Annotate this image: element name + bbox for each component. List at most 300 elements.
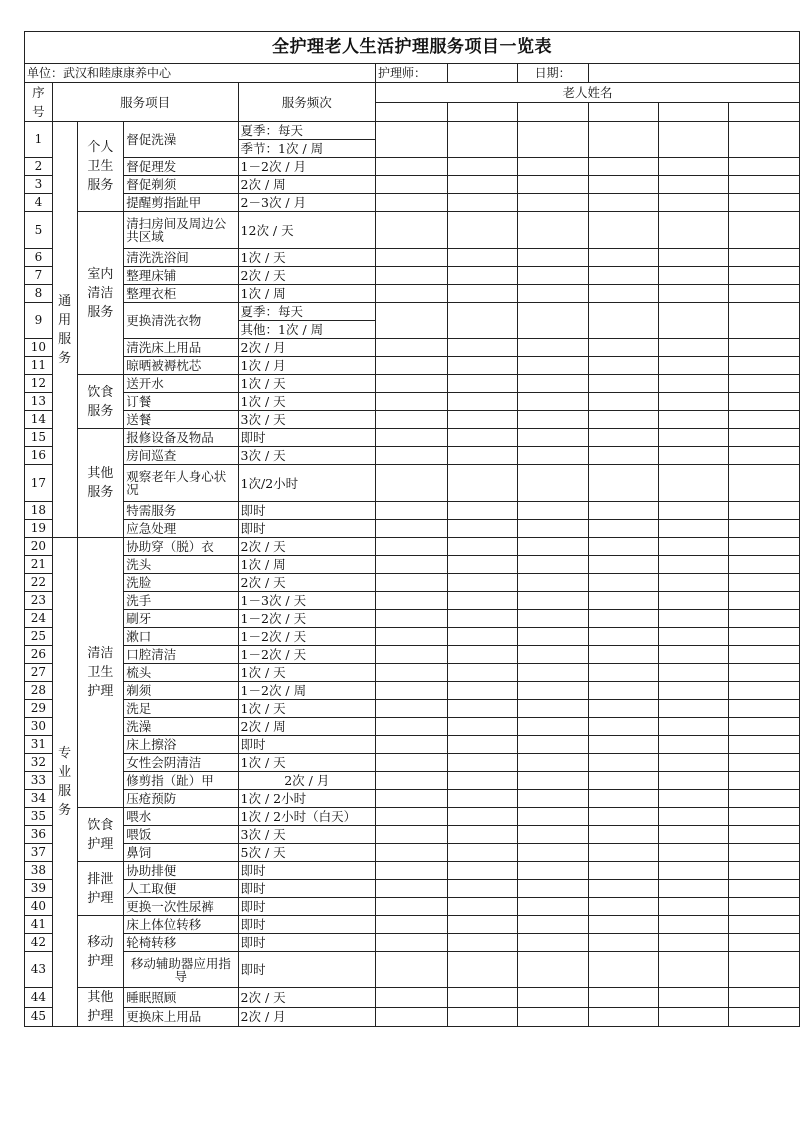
elder-check-cell[interactable]: [728, 844, 799, 862]
elder-check-cell[interactable]: [517, 520, 588, 538]
row-number: 13: [25, 393, 53, 411]
elder-check-cell[interactable]: [728, 339, 799, 357]
elder-check-cell[interactable]: [376, 411, 447, 429]
elder-check-cell[interactable]: [447, 862, 517, 880]
elder-check-cell[interactable]: [376, 628, 447, 646]
elder-check-cell[interactable]: [376, 447, 447, 465]
elder-check-cell[interactable]: [728, 700, 799, 718]
elder-check-cell[interactable]: [517, 862, 588, 880]
elder-check-cell[interactable]: [447, 898, 517, 916]
elder-check-cell[interactable]: [447, 772, 517, 790]
elder-check-cell[interactable]: [728, 393, 799, 411]
elder-check-cell[interactable]: [517, 194, 588, 212]
elder-check-cell[interactable]: [588, 592, 658, 610]
elder-check-cell[interactable]: [447, 844, 517, 862]
elder-check-cell[interactable]: [517, 122, 588, 158]
elder-check-cell[interactable]: [728, 628, 799, 646]
elder-check-cell[interactable]: [588, 988, 658, 1008]
elder-check-cell[interactable]: [658, 574, 728, 592]
elder-check-cell[interactable]: [517, 736, 588, 754]
elder-check-cell[interactable]: [728, 411, 799, 429]
elder-check-cell[interactable]: [447, 952, 517, 988]
elder-check-cell[interactable]: [728, 447, 799, 465]
elder-check-cell[interactable]: [658, 538, 728, 556]
table-row: [25, 790, 800, 808]
elder-check-cell[interactable]: [447, 122, 517, 158]
elder-check-cell[interactable]: [376, 429, 447, 447]
elder-check-cell[interactable]: [517, 772, 588, 790]
table-row: [25, 122, 800, 140]
elder-check-cell[interactable]: [447, 934, 517, 952]
elder-check-cell[interactable]: [728, 212, 799, 249]
elder-check-cell[interactable]: [728, 176, 799, 194]
elder-check-cell[interactable]: [588, 339, 658, 357]
elder-check-cell[interactable]: [376, 844, 447, 862]
service-frequency: 1次 / 天: [238, 249, 376, 267]
elder-check-cell[interactable]: [447, 682, 517, 700]
elder-check-cell[interactable]: [376, 375, 447, 393]
service-frequency: 1次 / 2小时: [238, 790, 376, 808]
elder-check-cell[interactable]: [588, 556, 658, 574]
elder-check-cell[interactable]: [447, 429, 517, 447]
service-frequency: 5次 / 天: [238, 844, 376, 862]
elder-check-cell[interactable]: [376, 736, 447, 754]
elder-check-cell[interactable]: [376, 916, 447, 934]
elder-check-cell[interactable]: [728, 772, 799, 790]
elder-check-cell[interactable]: [447, 610, 517, 628]
elder-check-cell[interactable]: [447, 393, 517, 411]
elder-check-cell[interactable]: [447, 790, 517, 808]
elder-check-cell[interactable]: [658, 628, 728, 646]
elder-check-cell[interactable]: [658, 718, 728, 736]
elder-check-cell[interactable]: [376, 952, 447, 988]
elder-check-cell[interactable]: [658, 267, 728, 285]
elder-check-cell[interactable]: [376, 158, 447, 176]
elder-check-cell[interactable]: [447, 212, 517, 249]
elder-check-cell[interactable]: [517, 664, 588, 682]
elder-check-cell[interactable]: [728, 122, 799, 158]
elder-check-cell[interactable]: [588, 267, 658, 285]
elder-check-cell[interactable]: [517, 628, 588, 646]
elder-check-cell[interactable]: [588, 628, 658, 646]
date-value[interactable]: [588, 64, 799, 83]
elder-check-cell[interactable]: [447, 574, 517, 592]
elder-check-cell[interactable]: [517, 808, 588, 826]
elder-check-cell[interactable]: [376, 285, 447, 303]
elder-check-cell[interactable]: [728, 610, 799, 628]
elder-check-cell[interactable]: [376, 122, 447, 158]
table-row: [25, 212, 800, 249]
elder-check-cell[interactable]: [658, 700, 728, 718]
elder-check-cell[interactable]: [376, 862, 447, 880]
elder-check-cell[interactable]: [658, 592, 728, 610]
elder-check-cell[interactable]: [447, 176, 517, 194]
elder-check-cell[interactable]: [728, 790, 799, 808]
elder-check-cell[interactable]: [517, 916, 588, 934]
elder-check-cell[interactable]: [376, 502, 447, 520]
table-row: [25, 411, 800, 429]
elder-check-cell[interactable]: [588, 429, 658, 447]
elder-check-cell[interactable]: [517, 790, 588, 808]
elder-check-cell[interactable]: [447, 718, 517, 736]
elder-check-cell[interactable]: [588, 772, 658, 790]
elder-check-cell[interactable]: [588, 1007, 658, 1027]
elder-check-cell[interactable]: [588, 538, 658, 556]
elder-check-cell[interactable]: [517, 952, 588, 988]
elder-check-cell[interactable]: [728, 736, 799, 754]
elder-check-cell[interactable]: [447, 646, 517, 664]
elder-check-cell[interactable]: [588, 718, 658, 736]
elder-check-cell[interactable]: [658, 429, 728, 447]
elder-check-cell[interactable]: [376, 934, 447, 952]
elder-check-cell[interactable]: [728, 249, 799, 267]
elder-check-cell[interactable]: [658, 465, 728, 502]
elder-check-cell[interactable]: [588, 682, 658, 700]
elder-check-cell[interactable]: [447, 520, 517, 538]
elder-check-cell[interactable]: [447, 754, 517, 772]
elder-check-cell[interactable]: [728, 158, 799, 176]
elder-check-cell[interactable]: [447, 375, 517, 393]
elder-check-cell[interactable]: [447, 158, 517, 176]
elder-check-cell[interactable]: [517, 375, 588, 393]
elder-check-cell[interactable]: [517, 988, 588, 1008]
elder-check-cell[interactable]: [447, 556, 517, 574]
elder-check-cell[interactable]: [588, 826, 658, 844]
elder-check-cell[interactable]: [588, 303, 658, 339]
elder-check-cell[interactable]: [588, 411, 658, 429]
elder-check-cell[interactable]: [728, 880, 799, 898]
service-frequency: 12次 / 天: [238, 212, 376, 249]
elder-check-cell[interactable]: [517, 267, 588, 285]
elder-check-cell[interactable]: [517, 700, 588, 718]
elder-check-cell[interactable]: [517, 592, 588, 610]
elder-check-cell[interactable]: [376, 339, 447, 357]
elder-check-cell[interactable]: [658, 988, 728, 1008]
elder-check-cell[interactable]: [658, 447, 728, 465]
elder-check-cell[interactable]: [658, 880, 728, 898]
elder-check-cell[interactable]: [517, 158, 588, 176]
elder-check-cell[interactable]: [517, 898, 588, 916]
elder-check-cell[interactable]: [658, 754, 728, 772]
elder-check-cell[interactable]: [658, 122, 728, 158]
elder-check-cell[interactable]: [588, 754, 658, 772]
elder-check-cell[interactable]: [588, 898, 658, 916]
elder-check-cell[interactable]: [517, 610, 588, 628]
elder-check-cell[interactable]: [728, 646, 799, 664]
elder-check-cell[interactable]: [376, 880, 447, 898]
elder-check-cell[interactable]: [376, 682, 447, 700]
elder-check-cell[interactable]: [447, 592, 517, 610]
elder-check-cell[interactable]: [588, 447, 658, 465]
elder-check-cell[interactable]: [588, 502, 658, 520]
elder-check-cell[interactable]: [517, 646, 588, 664]
elder-check-cell[interactable]: [447, 700, 517, 718]
elder-check-cell[interactable]: [376, 465, 447, 502]
elder-check-cell[interactable]: [658, 808, 728, 826]
elder-check-cell[interactable]: [376, 772, 447, 790]
elder-check-cell[interactable]: [588, 952, 658, 988]
elder-check-cell[interactable]: [588, 194, 658, 212]
elder-check-cell[interactable]: [728, 556, 799, 574]
elder-name-cell[interactable]: [658, 102, 728, 122]
elder-check-cell[interactable]: [588, 158, 658, 176]
elder-check-cell[interactable]: [588, 610, 658, 628]
elder-check-cell[interactable]: [447, 303, 517, 339]
elder-name-cell[interactable]: [517, 102, 588, 122]
elder-check-cell[interactable]: [447, 465, 517, 502]
elder-name-cell[interactable]: [376, 102, 447, 122]
elder-check-cell[interactable]: [517, 574, 588, 592]
header-freq: 服务频次: [238, 83, 376, 122]
elder-check-cell[interactable]: [376, 249, 447, 267]
elder-check-cell[interactable]: [588, 122, 658, 158]
elder-check-cell[interactable]: [517, 357, 588, 375]
elder-check-cell[interactable]: [588, 790, 658, 808]
elder-check-cell[interactable]: [658, 520, 728, 538]
elder-check-cell[interactable]: [376, 592, 447, 610]
elder-check-cell[interactable]: [517, 285, 588, 303]
elder-check-cell[interactable]: [376, 212, 447, 249]
elder-check-cell[interactable]: [517, 718, 588, 736]
elder-check-cell[interactable]: [658, 844, 728, 862]
elder-check-cell[interactable]: [728, 538, 799, 556]
elder-check-cell[interactable]: [447, 411, 517, 429]
elder-check-cell[interactable]: [376, 826, 447, 844]
table-row: [25, 393, 800, 411]
elder-name-cell[interactable]: [588, 102, 658, 122]
elder-check-cell[interactable]: [728, 754, 799, 772]
elder-check-cell[interactable]: [517, 682, 588, 700]
elder-check-cell[interactable]: [658, 375, 728, 393]
elder-check-cell[interactable]: [658, 176, 728, 194]
elder-check-cell[interactable]: [517, 880, 588, 898]
elder-check-cell[interactable]: [517, 411, 588, 429]
elder-check-cell[interactable]: [588, 808, 658, 826]
elder-check-cell[interactable]: [376, 898, 447, 916]
elder-name-cell[interactable]: [728, 102, 799, 122]
elder-check-cell[interactable]: [376, 357, 447, 375]
service-frequency: 即时: [238, 952, 376, 988]
service-frequency: 夏季：每天: [238, 303, 376, 321]
elder-check-cell[interactable]: [376, 700, 447, 718]
elder-check-cell[interactable]: [728, 718, 799, 736]
nurse-value[interactable]: [447, 64, 517, 83]
elder-check-cell[interactable]: [658, 393, 728, 411]
elder-check-cell[interactable]: [517, 339, 588, 357]
elder-check-cell[interactable]: [517, 754, 588, 772]
elder-check-cell[interactable]: [728, 502, 799, 520]
elder-check-cell[interactable]: [447, 1007, 517, 1027]
elder-check-cell[interactable]: [447, 285, 517, 303]
elder-check-cell[interactable]: [447, 628, 517, 646]
elder-check-cell[interactable]: [658, 1007, 728, 1027]
elder-name-cell[interactable]: [447, 102, 517, 122]
elder-check-cell[interactable]: [517, 303, 588, 339]
service-item: 更换清洗衣物: [124, 303, 238, 339]
category-other-service: [77, 429, 124, 538]
elder-check-cell[interactable]: [376, 520, 447, 538]
elder-check-cell[interactable]: [376, 574, 447, 592]
row-number: 33: [25, 772, 53, 790]
elder-check-cell[interactable]: [376, 808, 447, 826]
category-mobility-care: [77, 916, 124, 988]
elder-check-cell[interactable]: [658, 249, 728, 267]
elder-check-cell[interactable]: [658, 898, 728, 916]
elder-check-cell[interactable]: [658, 790, 728, 808]
elder-check-cell[interactable]: [376, 176, 447, 194]
elder-check-cell[interactable]: [658, 411, 728, 429]
elder-check-cell[interactable]: [728, 664, 799, 682]
elder-check-cell[interactable]: [376, 646, 447, 664]
elder-check-cell[interactable]: [728, 375, 799, 393]
elder-check-cell[interactable]: [447, 538, 517, 556]
elder-check-cell[interactable]: [447, 249, 517, 267]
elder-check-cell[interactable]: [517, 212, 588, 249]
elder-check-cell[interactable]: [517, 502, 588, 520]
elder-check-cell[interactable]: [517, 538, 588, 556]
elder-check-cell[interactable]: [376, 1007, 447, 1027]
elder-check-cell[interactable]: [376, 194, 447, 212]
elder-check-cell[interactable]: [376, 610, 447, 628]
elder-check-cell[interactable]: [517, 826, 588, 844]
elder-check-cell[interactable]: [658, 862, 728, 880]
service-frequency: 即时: [238, 736, 376, 754]
elder-check-cell[interactable]: [376, 267, 447, 285]
elder-check-cell[interactable]: [588, 212, 658, 249]
elder-check-cell[interactable]: [376, 664, 447, 682]
elder-check-cell[interactable]: [728, 808, 799, 826]
elder-check-cell[interactable]: [728, 574, 799, 592]
elder-check-cell[interactable]: [658, 285, 728, 303]
elder-check-cell[interactable]: [588, 285, 658, 303]
elder-check-cell[interactable]: [658, 646, 728, 664]
service-item: 移动辅助器应用指导: [124, 952, 238, 988]
elder-check-cell[interactable]: [376, 393, 447, 411]
elder-check-cell[interactable]: [447, 357, 517, 375]
elder-check-cell[interactable]: [728, 194, 799, 212]
elder-check-cell[interactable]: [728, 826, 799, 844]
elder-check-cell[interactable]: [376, 303, 447, 339]
elder-check-cell[interactable]: [447, 880, 517, 898]
elder-check-cell[interactable]: [517, 176, 588, 194]
elder-check-cell[interactable]: [376, 790, 447, 808]
elder-check-cell[interactable]: [658, 502, 728, 520]
elder-check-cell[interactable]: [447, 267, 517, 285]
elder-check-cell[interactable]: [447, 736, 517, 754]
table-row: [25, 357, 800, 375]
elder-check-cell[interactable]: [658, 916, 728, 934]
elder-check-cell[interactable]: [588, 249, 658, 267]
row-number: 32: [25, 754, 53, 772]
elder-check-cell[interactable]: [588, 393, 658, 411]
elder-check-cell[interactable]: [658, 664, 728, 682]
elder-check-cell[interactable]: [728, 988, 799, 1008]
elder-check-cell[interactable]: [588, 176, 658, 194]
elder-check-cell[interactable]: [658, 339, 728, 357]
elder-check-cell[interactable]: [447, 916, 517, 934]
elder-check-cell[interactable]: [517, 393, 588, 411]
elder-check-cell[interactable]: [588, 646, 658, 664]
elder-check-cell[interactable]: [447, 988, 517, 1008]
elder-check-cell[interactable]: [447, 502, 517, 520]
elder-check-cell[interactable]: [728, 916, 799, 934]
elder-check-cell[interactable]: [588, 465, 658, 502]
elder-check-cell[interactable]: [376, 538, 447, 556]
elder-check-cell[interactable]: [658, 556, 728, 574]
elder-check-cell[interactable]: [658, 194, 728, 212]
elder-check-cell[interactable]: [728, 429, 799, 447]
elder-check-cell[interactable]: [517, 465, 588, 502]
elder-check-cell[interactable]: [447, 664, 517, 682]
elder-check-cell[interactable]: [588, 664, 658, 682]
elder-check-cell[interactable]: [517, 249, 588, 267]
elder-check-cell[interactable]: [728, 592, 799, 610]
elder-check-cell[interactable]: [658, 158, 728, 176]
elder-check-cell[interactable]: [517, 844, 588, 862]
elder-check-cell[interactable]: [658, 736, 728, 754]
elder-check-cell[interactable]: [588, 880, 658, 898]
elder-check-cell[interactable]: [658, 357, 728, 375]
elder-check-cell[interactable]: [658, 826, 728, 844]
elder-check-cell[interactable]: [447, 194, 517, 212]
elder-check-cell[interactable]: [588, 844, 658, 862]
row-number: 29: [25, 700, 53, 718]
elder-check-cell[interactable]: [658, 952, 728, 988]
elder-check-cell[interactable]: [728, 862, 799, 880]
elder-check-cell[interactable]: [728, 267, 799, 285]
elder-check-cell[interactable]: [588, 520, 658, 538]
elder-check-cell[interactable]: [728, 1007, 799, 1027]
elder-check-cell[interactable]: [588, 862, 658, 880]
elder-check-cell[interactable]: [376, 754, 447, 772]
elder-check-cell[interactable]: [517, 1007, 588, 1027]
elder-check-cell[interactable]: [517, 447, 588, 465]
elder-check-cell[interactable]: [517, 556, 588, 574]
elder-check-cell[interactable]: [376, 718, 447, 736]
elder-check-cell[interactable]: [658, 682, 728, 700]
elder-check-cell[interactable]: [447, 808, 517, 826]
elder-check-cell[interactable]: [588, 916, 658, 934]
elder-check-cell[interactable]: [588, 736, 658, 754]
elder-check-cell[interactable]: [728, 285, 799, 303]
elder-check-cell[interactable]: [728, 934, 799, 952]
elder-check-cell[interactable]: [447, 447, 517, 465]
elder-check-cell[interactable]: [517, 934, 588, 952]
elder-check-cell[interactable]: [728, 682, 799, 700]
elder-check-cell[interactable]: [588, 700, 658, 718]
elder-check-cell[interactable]: [376, 556, 447, 574]
elder-check-cell[interactable]: [658, 610, 728, 628]
elder-check-cell[interactable]: [588, 357, 658, 375]
elder-check-cell[interactable]: [588, 574, 658, 592]
elder-check-cell[interactable]: [658, 212, 728, 249]
elder-check-cell[interactable]: [658, 934, 728, 952]
elder-check-cell[interactable]: [447, 339, 517, 357]
elder-check-cell[interactable]: [588, 934, 658, 952]
elder-check-cell[interactable]: [517, 429, 588, 447]
elder-check-cell[interactable]: [728, 952, 799, 988]
elder-check-cell[interactable]: [728, 357, 799, 375]
elder-check-cell[interactable]: [728, 303, 799, 339]
elder-check-cell[interactable]: [658, 303, 728, 339]
elder-check-cell[interactable]: [447, 826, 517, 844]
elder-check-cell[interactable]: [376, 988, 447, 1008]
elder-check-cell[interactable]: [728, 898, 799, 916]
elder-check-cell[interactable]: [588, 375, 658, 393]
elder-check-cell[interactable]: [728, 465, 799, 502]
elder-check-cell[interactable]: [658, 772, 728, 790]
elder-check-cell[interactable]: [728, 520, 799, 538]
